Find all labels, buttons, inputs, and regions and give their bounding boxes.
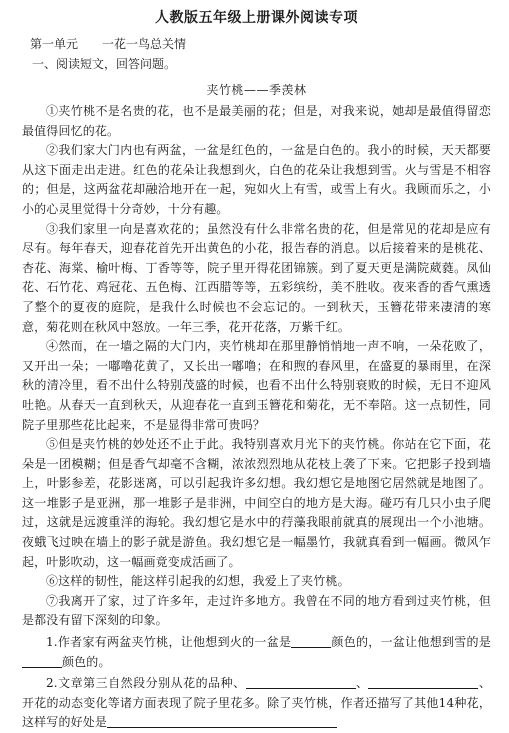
question-2-separator: 、 <box>355 676 369 691</box>
unit-heading <box>22 34 491 54</box>
unit-label: 第一单元 <box>30 37 79 51</box>
question-1-text-b: 颜色的，一盆让他想到雪的是 <box>331 635 491 650</box>
answer-blank-5[interactable] <box>107 714 337 728</box>
answer-blank-3[interactable] <box>246 675 356 689</box>
answer-blank-1[interactable] <box>291 634 331 648</box>
question-2-text-a: 2.文章第三自然段分别从花的品种、 <box>46 676 246 691</box>
paragraph-3: ③我们家里一向是喜欢花的；虽然没有什么非常名贵的花，但是常见的花却是应有尽有。每年春天，迎春花首先开出黄色的小花，报告春的消息。以后接着来的是桃花、杏花、海棠、榆叶梅、丁香等等，院子里开得花团锦簇。到了夏天更是满院葳蕤。凤仙花、石竹花、鸡冠花、五色梅、江西腊等等，五彩缤纷，美不胜收。夜来香的香气熏透了整个的夏夜的庭院，是我什么时候也不会忘记的。一到秋天，玉簪花带来凄清的寒意，菊花则在秋风中怒放。一年三季，花开花落，万紫千红。 <box>22 221 491 334</box>
question-1 <box>22 633 491 672</box>
question-1-text-c: 颜色的。 <box>62 654 111 669</box>
unit-theme: 一花一鸟总关情 <box>102 37 187 51</box>
paragraph-4: ④然而，在一墙之隔的大门内，夹竹桃却在那里静悄悄地一声不响，一朵花败了，又开出一朵；一嘟噜花黄了，又长出一嘟噜；在和煦的春风里，在盛夏的暴雨里，在深秋的清冷里，看不出什么特别茂盛的时候，也看不出什么特别衰败的时候，无日不迎风吐艳。从春天一直到秋天，从迎春花一直到玉簪花和菊花，无不奉陪。这一点韧性，同院子里那些花比起来，不是显得非常可贵吗？ <box>22 339 491 432</box>
question-1-text-a: 1.作者家有两盆夹竹桃，让他想到火的一盆是 <box>46 635 292 650</box>
answer-blank-2[interactable] <box>22 654 62 668</box>
article-title: 夹竹桃——季羡林 <box>206 83 307 97</box>
section-instruction: 一、阅读短文，回答问题。 <box>32 57 177 71</box>
worksheet-title: 人教版五年级上册课外阅读专项 <box>155 10 358 26</box>
paragraph-7: ⑦我离开了家，过了许多年，走过许多地方。我曾在不同的地方看到过夹竹桃，但是都没有留下深刻的印象。 <box>22 593 491 628</box>
question-2 <box>22 674 491 733</box>
paragraph-6: ⑥这样的韧性，能这样引起我的幻想，我爱上了夹竹桃。 <box>46 574 350 589</box>
paragraph-5: ⑤但是夹竹桃的妙处还不止于此。我特别喜欢月光下的夹竹桃。你站在它下面，花朵是一团模糊；但是香气却毫不含糊，浓浓烈烈地从花枝上袭了下来。它把影子投到墙上，叶影参差，花影迷离，可以引起我许多幻想。我幻想它是地图它居然就是地图了。这一堆影子是亚洲，那一堆影子是非洲，中间空白的地方是大海。碰巧有几只小虫子爬过，这就是远渡重洋的海轮。我幻想它是水中的荇藻我眼前就真的展现出一个小池塘。夜蛾飞过映在墙上的影子就是游鱼。我幻想它是一幅墨竹，我就真看到一幅画。微风乍起，叶影吹动，这一幅画竟变成活画了。 <box>22 437 491 569</box>
question-2-text-b: 、开花的动态变化等诸方面表现了院子里花多。除了夹竹桃，作者还描写了其他14种花，这样写的好处是 <box>22 676 491 730</box>
paragraph-2: ②我们家大门内也有两盆，一盆是红色的，一盆是白色的。我小的时候，天天都要从这下面走出走进。红色的花朵让我想到火，白色的花朵让我想到雪。火与雪是不相容的；但是，这两盆花却融洽地开在一起，宛如火上有雪，或雪上有火。我顾而乐之，小小的心灵里觉得十分奇妙，十分有趣。 <box>22 143 491 216</box>
paragraph-1: ①夹竹桃不是名贵的花，也不是最美丽的花；但是，对我来说，她却是最值得留恋最值得回忆的花。 <box>22 104 491 138</box>
answer-blank-4[interactable] <box>368 675 478 689</box>
